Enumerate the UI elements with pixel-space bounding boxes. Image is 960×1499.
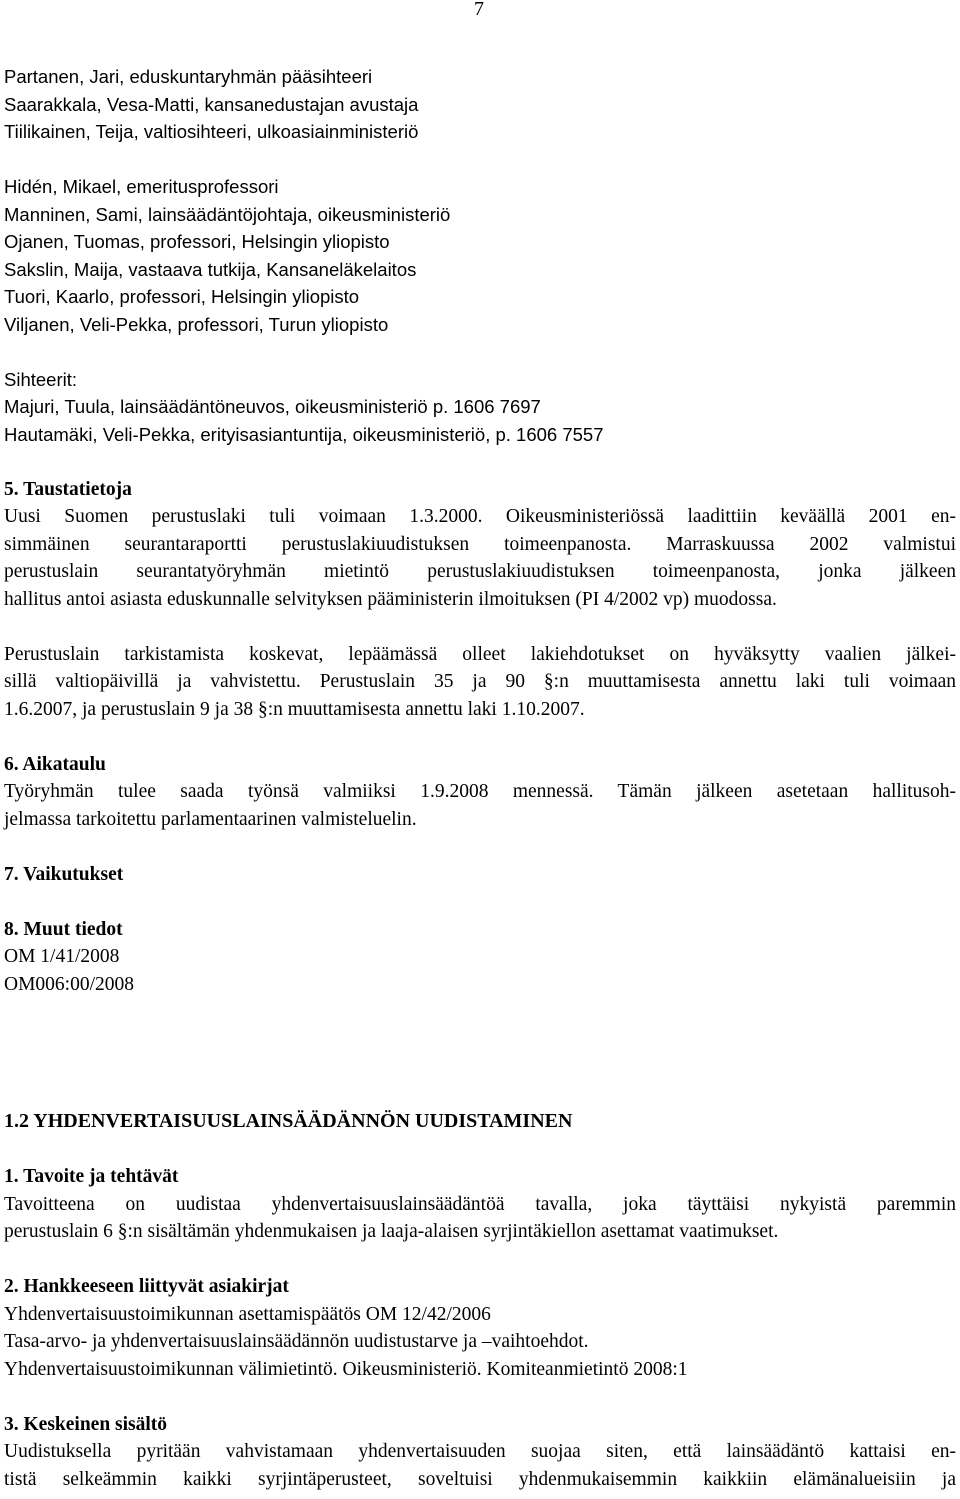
section-heading: 2. Hankkeeseen liittyvät asiakirjat bbox=[4, 1276, 289, 1297]
reference-code: OM006:00/2008 bbox=[4, 973, 135, 995]
section-other-info bbox=[4, 916, 956, 999]
member-line: Tiilikainen, Teija, valtiosihteeri, ulkoasiainministeriö bbox=[4, 121, 419, 142]
paragraph-line: hallitus antoi asiasta eduskunnalle selvityksen pääministerin ilmoituksen (PI 4/2002 vp) muodossa. bbox=[4, 588, 777, 610]
member-line: Tuori, Kaarlo, professori, Helsingin yliopisto bbox=[4, 286, 360, 307]
member-line: Saarakkala, Vesa-Matti, kansanedustajan avustaja bbox=[4, 93, 419, 115]
section-heading: 6. Aikataulu bbox=[4, 753, 106, 775]
subsection-documents bbox=[4, 1273, 956, 1383]
paragraph-line: Perustuslain tarkistamista koskevat, lepäämässä olleet lakiehdotukset on hyväksytty vaalien jälkei- bbox=[4, 643, 956, 665]
section-background bbox=[4, 476, 956, 724]
member-line: Ojanen, Tuomas, professori, Helsingin yliopisto bbox=[4, 231, 390, 252]
document-reference: Yhdenvertaisuustoimikunnan välimietintö. Oikeusministeriö. Komiteanmietintö 2008:1 bbox=[4, 1358, 688, 1380]
members-group-a bbox=[4, 63, 956, 146]
document-reference: Yhdenvertaisuustoimikunnan asettamispäätös OM 12/42/2006 bbox=[4, 1303, 491, 1325]
reference-code: OM 1/41/2008 bbox=[4, 946, 120, 967]
paragraph-line: 1.6.2007, ja perustuslain 9 ja 38 §:n muuttamisesta annettu laki 1.10.2007. bbox=[4, 698, 585, 720]
document-reference: Tasa-arvo- ja yhdenvertaisuuslainsäädännön uudistustarve ja –vaihtoehdot. bbox=[4, 1331, 589, 1352]
section-effects bbox=[4, 861, 956, 889]
paragraph-line: simmäinen seurantaraportti perustuslakiuudistuksen toimeenpanosta. Marraskuussa 2002 valmistui bbox=[4, 533, 956, 555]
member-line: Viljanen, Veli-Pekka, professori, Turun yliopisto bbox=[4, 313, 389, 335]
section-schedule bbox=[4, 751, 956, 834]
paragraph-line: Uudistuksella pyritään vahvistamaan yhdenvertaisuuden suojaa siten, että lainsäädäntö kattaisi en- bbox=[4, 1441, 956, 1462]
section-heading: 8. Muut tiedot bbox=[4, 918, 123, 940]
section-heading: 1. Tavoite ja tehtävät bbox=[4, 1166, 179, 1187]
member-line: Sakslin, Maija, vastaava tutkija, Kansaneläkelaitos bbox=[4, 258, 417, 280]
paragraph-line: Työryhmän tulee saada työnsä valmiiksi 1.9.2008 mennessä. Tämän jälkeen asetetaan hallitusoh- bbox=[4, 781, 956, 802]
subsection-content bbox=[4, 1411, 956, 1494]
secretary-line: Majuri, Tuula, lainsäädäntöneuvos, oikeusministeriö p. 1606 7697 bbox=[4, 396, 541, 417]
members-group-b bbox=[4, 173, 956, 338]
paragraph-line: Tavoitteena on uudistaa yhdenvertaisuuslainsäädäntöä tavalla, joka täyttäisi nykyistä paremmin bbox=[4, 1193, 956, 1215]
page-number: 7 bbox=[474, 0, 484, 20]
paragraph-line: jelmassa tarkoitettu parlamentaarinen valmisteluelin. bbox=[4, 808, 417, 830]
paragraph-line: sillä valtiopäivillä ja vahvistettu. Perustuslain 35 ja 90 §:n muuttamisesta annettu laki tuli voimaan bbox=[4, 671, 956, 692]
secretaries-block bbox=[4, 366, 956, 449]
section-heading: 3. Keskeinen sisältö bbox=[4, 1413, 168, 1435]
section-heading: 5. Taustatietoja bbox=[4, 478, 132, 500]
chapter-heading: 1.2 YHDENVERTAISUUSLAINSÄÄDÄNNÖN UUDISTAMINEN bbox=[4, 1110, 573, 1132]
document-body bbox=[4, 63, 956, 1493]
member-line: Partanen, Jari, eduskuntaryhmän pääsihteeri bbox=[4, 66, 373, 87]
section-heading: 7. Vaikutukset bbox=[4, 863, 124, 885]
paragraph-line: Uusi Suomen perustuslaki tuli voimaan 1.3.2000. Oikeusministeriössä laadittiin keväällä 2001 en- bbox=[4, 506, 956, 527]
paragraph-line: perustuslain 6 §:n sisältämän yhdenmukaisen ja laaja-alaisen syrjintäkiellon asettamat vaatimukset. bbox=[4, 1221, 779, 1242]
subsection-goal bbox=[4, 1163, 956, 1246]
secretaries-heading: Sihteerit: bbox=[4, 368, 78, 390]
member-line: Hidén, Mikael, emeritusprofessori bbox=[4, 176, 279, 197]
member-line: Manninen, Sami, lainsäädäntöjohtaja, oikeusministeriö bbox=[4, 203, 451, 225]
paragraph-line: perustuslain seurantatyöryhmän mietintö perustuslakiuudistuksen toimeenpanosta, jonka jälkeen bbox=[4, 561, 956, 582]
secretary-line: Hautamäki, Veli-Pekka, erityisasiantuntija, oikeusministeriö, p. 1606 7557 bbox=[4, 423, 604, 445]
paragraph-line: tistä selkeämmin kaikki syrjintäperusteet, soveltuisi yhdenmukaisemmin kaikkiin elämänalueisiin ja bbox=[4, 1468, 956, 1490]
